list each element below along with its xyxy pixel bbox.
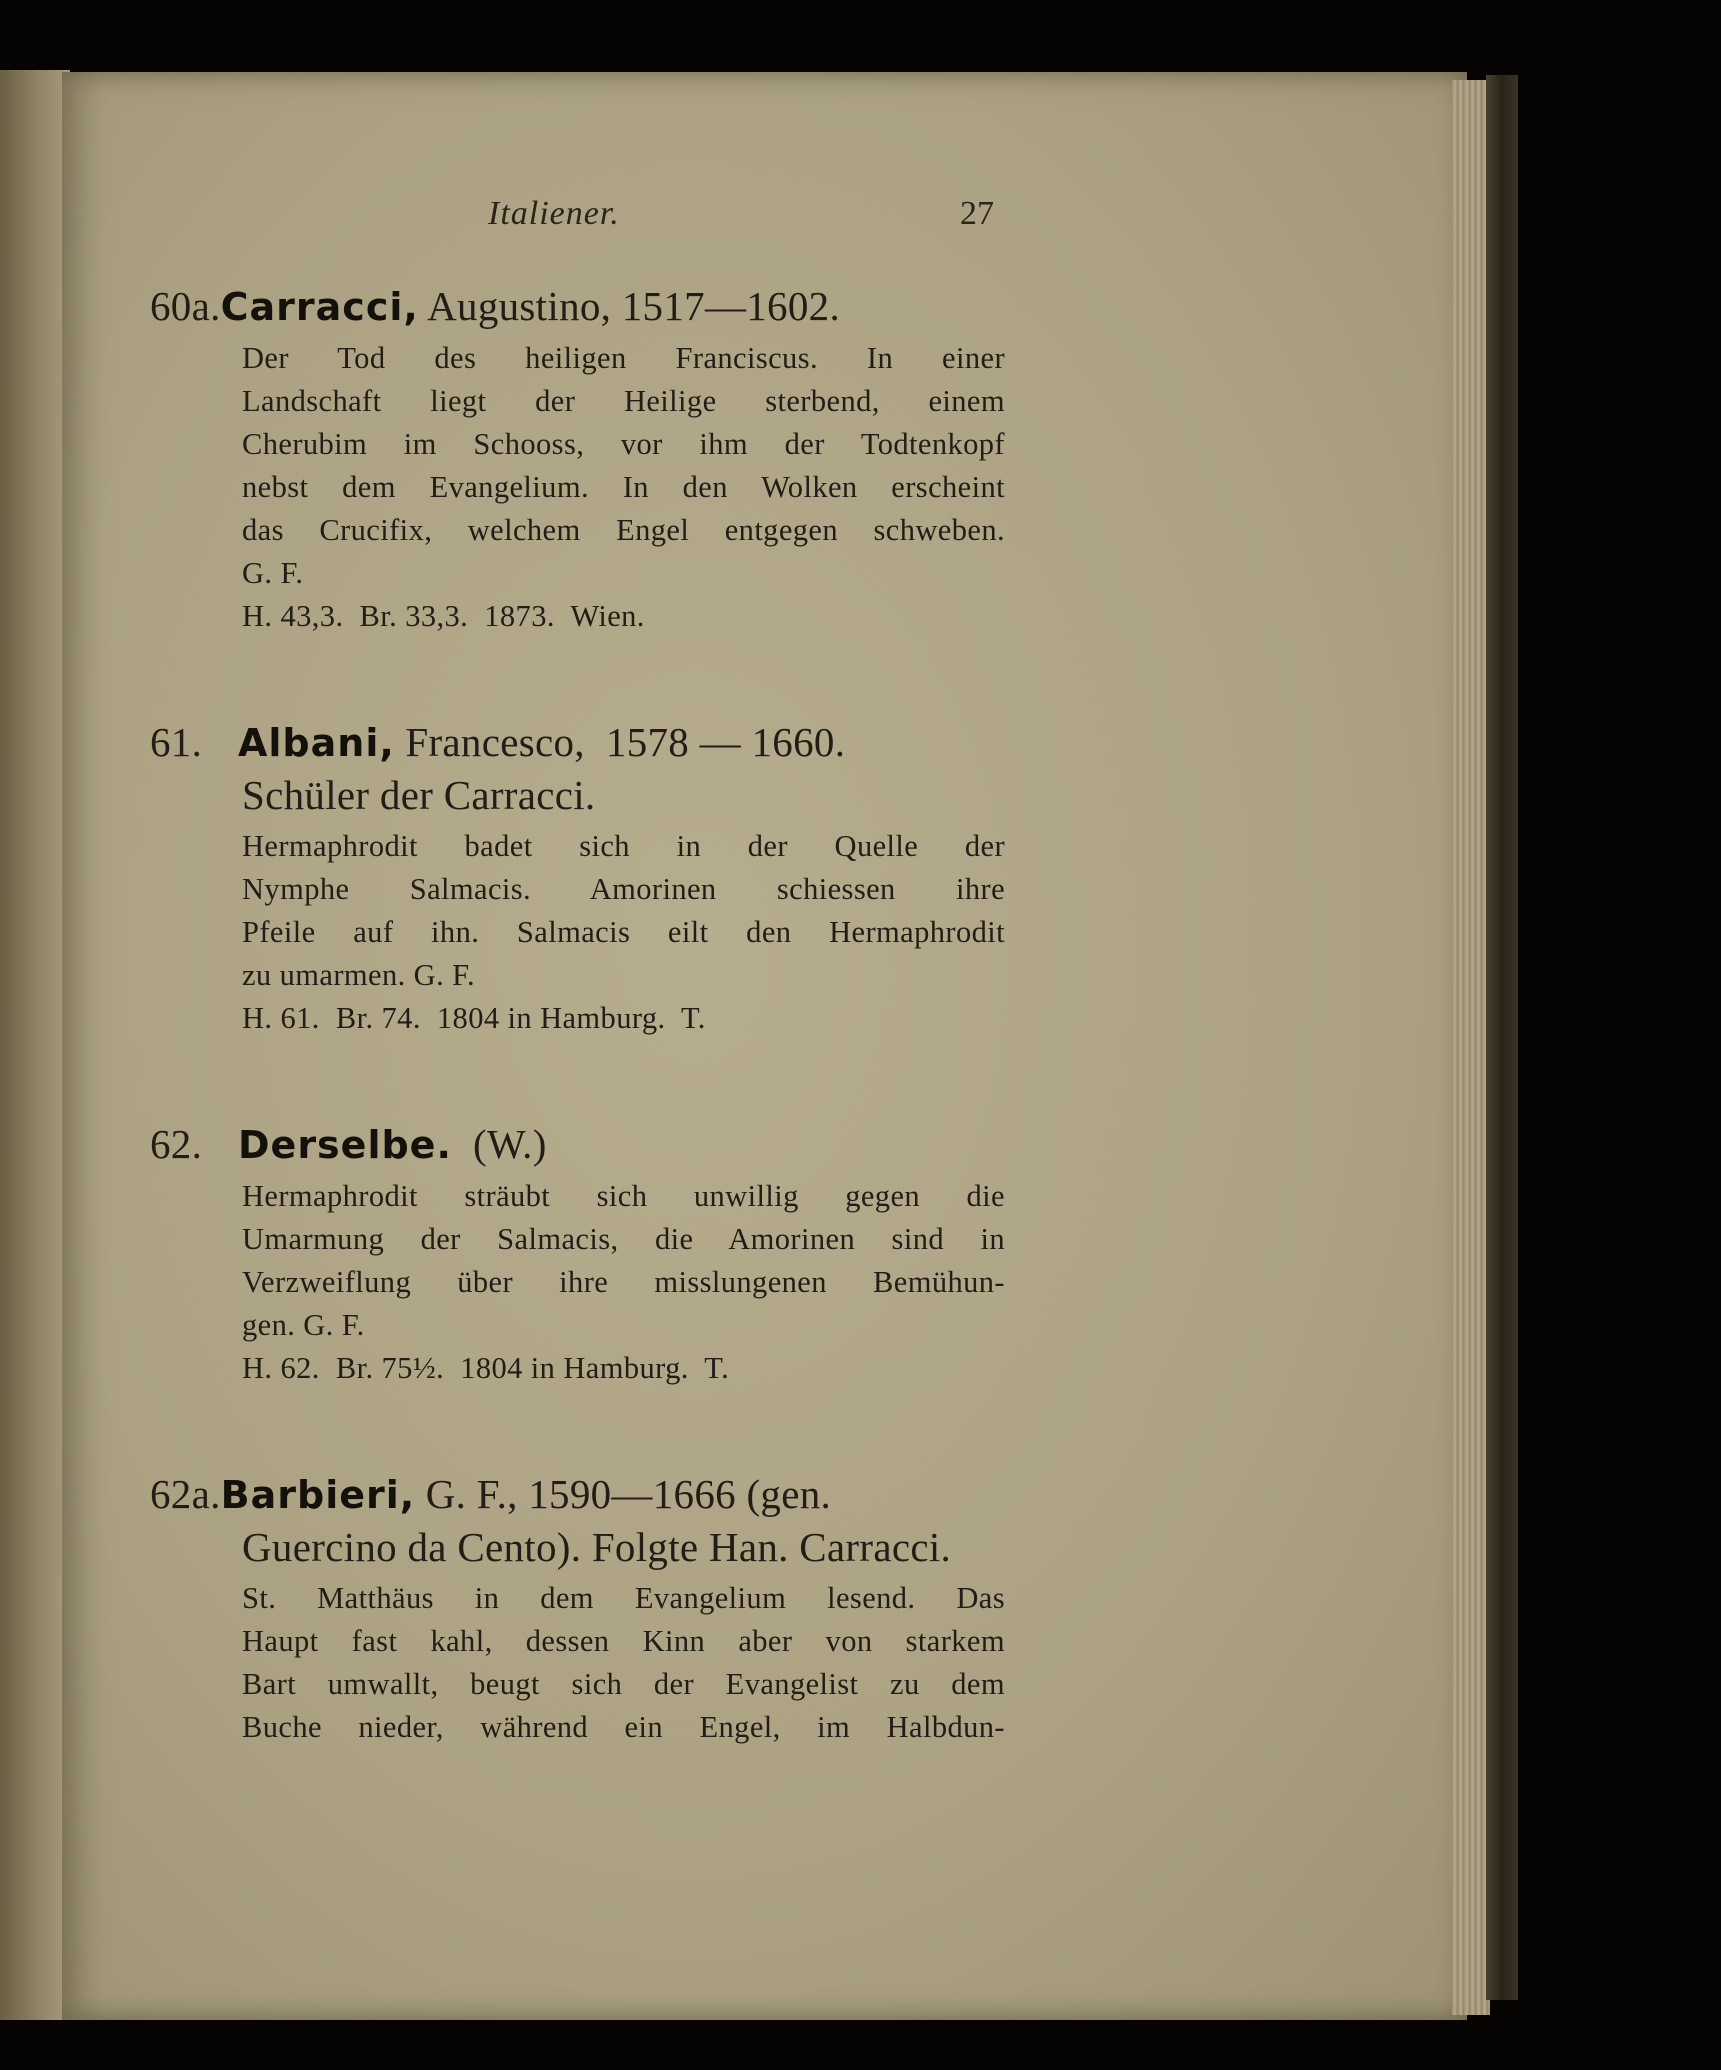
book-cover-edge (1486, 75, 1518, 2000)
artist-name: Albani, (238, 721, 395, 765)
catalog-entry (150, 1118, 1005, 1390)
catalog-entry (150, 1468, 1005, 1749)
description-line: Pfeile auf ihn. Salmacis eilt den Hermaphrodit (242, 915, 1005, 949)
entry-heading (150, 1468, 1005, 1521)
entry-heading-continued: Guercino da Cento). Folgte Han. Carracci. (242, 1524, 952, 1570)
entry-number: 62a. (150, 1471, 221, 1517)
artist-name: Carracci, (220, 285, 419, 329)
description-line: Buche nieder, während ein Engel, im Halbdun- (242, 1710, 1005, 1744)
description-line: Der Tod des heiligen Franciscus. In einer (242, 341, 1005, 375)
description-line: Umarmung der Salmacis, die Amorinen sind in (242, 1222, 1005, 1256)
artist-details: (W.) (451, 1121, 547, 1167)
catalog-entry (150, 280, 1005, 638)
running-title: Italiener. (488, 195, 620, 232)
entry-number: 61. (150, 719, 203, 765)
artist-details: G. F., 1590—1666 (gen. (415, 1471, 832, 1517)
description-line: G. F. (242, 556, 304, 590)
artist-details: Francesco, 1578 — 1660. (394, 719, 846, 765)
entry-description (150, 1577, 1005, 1749)
entry-heading-continued: Schüler der Carracci. (242, 772, 596, 818)
entry-number: 62. (150, 1121, 203, 1167)
dimensions-line: H. 61. Br. 74. 1804 in Hamburg. T. (242, 1001, 706, 1035)
description-line: Haupt fast kahl, dessen Kinn aber von starkem (242, 1624, 1005, 1658)
previous-page-edge (0, 70, 70, 2020)
entry-heading (150, 716, 1005, 769)
entry-description (150, 1175, 1005, 1390)
catalog-entries (150, 280, 1005, 1827)
page-number: 27 (960, 195, 994, 232)
description-line: das Crucifix, welchem Engel entgegen schweben. (242, 513, 1005, 547)
entry-description (150, 337, 1005, 638)
page-stack-edge (1452, 80, 1490, 2015)
description-line: Hermaphrodit badet sich in der Quelle der (242, 829, 1005, 863)
description-line: gen. G. F. (242, 1308, 365, 1342)
description-line: Bart umwallt, beugt sich der Evangelist zu dem (242, 1667, 1005, 1701)
description-line: Cherubim im Schooss, vor ihm der Todtenkopf (242, 427, 1005, 461)
dimensions-line: H. 62. Br. 75½. 1804 in Hamburg. T. (242, 1351, 730, 1385)
description-line: Verzweiflung über ihre misslungenen Bemühun- (242, 1265, 1005, 1299)
dimensions-line: H. 43,3. Br. 33,3. 1873. Wien. (242, 599, 645, 633)
description-line: nebst dem Evangelium. In den Wolken erscheint (242, 470, 1005, 504)
description-line: Nymphe Salmacis. Amorinen schiessen ihre (242, 872, 1005, 906)
entry-heading (150, 1118, 1005, 1171)
description-line: Hermaphrodit sträubt sich unwillig gegen die (242, 1179, 1005, 1213)
artist-details: Augustino, 1517—1602. (418, 283, 841, 329)
artist-name: Barbieri, (220, 1473, 416, 1517)
description-line: Landschaft liegt der Heilige sterbend, einem (242, 384, 1005, 418)
entry-description (150, 825, 1005, 1040)
entry-heading (150, 280, 1005, 333)
catalog-entry (150, 716, 1005, 1040)
description-line: zu umarmen. G. F. (242, 958, 476, 992)
artist-name: Derselbe. (238, 1123, 452, 1167)
entry-number: 60a. (150, 283, 221, 329)
description-line: St. Matthäus in dem Evangelium lesend. Das (242, 1581, 1005, 1615)
